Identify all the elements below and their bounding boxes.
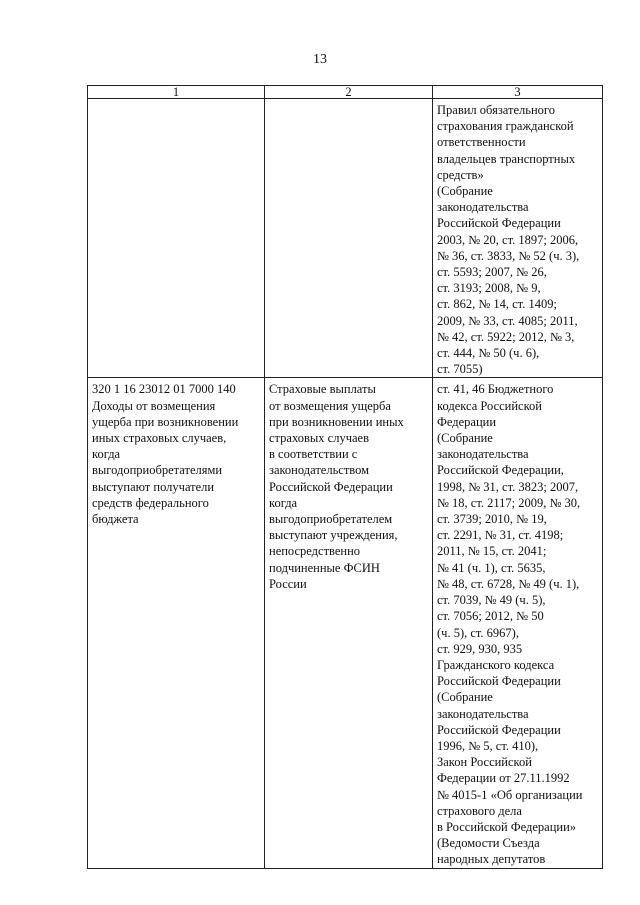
table-row <box>88 99 603 378</box>
table-cell-code <box>88 99 265 378</box>
cell-text: Правил обязательного страхования гражданской ответственности владельцев транспортных средств» (Собрание законодательства Российской Федерации 2003, № 20, ст. 1897; 2006, № 36, ст. 3833, № 52 (ч. 3), ст. 5593; 2007, № 26, ст. 3193; 2008, № 9, ст. 862, № 14, ст. 1409; 2009, № 33, ст. 4085; 2011, № 42, ст. 5922; 2012, № 3, ст. 444, № 50 (ч. 6), ст. 7055) <box>437 103 580 377</box>
table-row <box>88 378 603 868</box>
table-cell-code <box>88 378 265 868</box>
column-header-3: 3 <box>433 86 603 99</box>
table-cell-legal-basis <box>433 99 603 378</box>
cell-text: ст. 41, 46 Бюджетного кодекса Российской Федерации (Собрание законодательства Российской Федерации, 1998, № 31, ст. 3823; 2007, № 18, ст. 2117; 2009, № 30, ст. 3739; 2010, № 19, ст. 2291, № 31, ст. 4198; 2011, № 15, ст. 2041; № 41 (ч. 1), ст. 5635, № 48, ст. 6728, № 49 (ч. 1), ст. 7039, № 49 (ч. 5), ст. 7056; 2012, № 50 (ч. 5), ст. 6967), ст. 929, 930, 935 Гражданского кодекса Российской Федерации (Собрание законодательства Российской Федерации 1996, № 5, ст. 410), Закон Российской Федерации от 27.11.1992 № 4015-1 «Об организации страхового дела в Российской Федерации» (Ведомости Съезда народных депутатов <box>437 382 583 867</box>
cell-text: 320 1 16 23012 01 7000 140 Доходы от возмещения ущерба при возникновении иных страховых случаев, когда выгодоприобретателями выступают получатели средств федерального бюджета <box>92 382 239 527</box>
document-table <box>87 85 603 869</box>
table-header-row <box>88 86 603 99</box>
table-cell-description <box>265 99 433 378</box>
table-cell-description <box>265 378 433 868</box>
column-header-1: 1 <box>88 86 265 99</box>
table-cell-legal-basis <box>433 378 603 868</box>
cell-text: Страховые выплаты от возмещения ущерба при возникновении иных страховых случаев в соответствии с законодательством Российской Федерации когда выгодоприобретателем выступают учреждения, непосредственно подчиненные ФСИН России <box>269 382 404 591</box>
column-header-2: 2 <box>265 86 433 99</box>
page-number: 13 <box>313 52 327 67</box>
